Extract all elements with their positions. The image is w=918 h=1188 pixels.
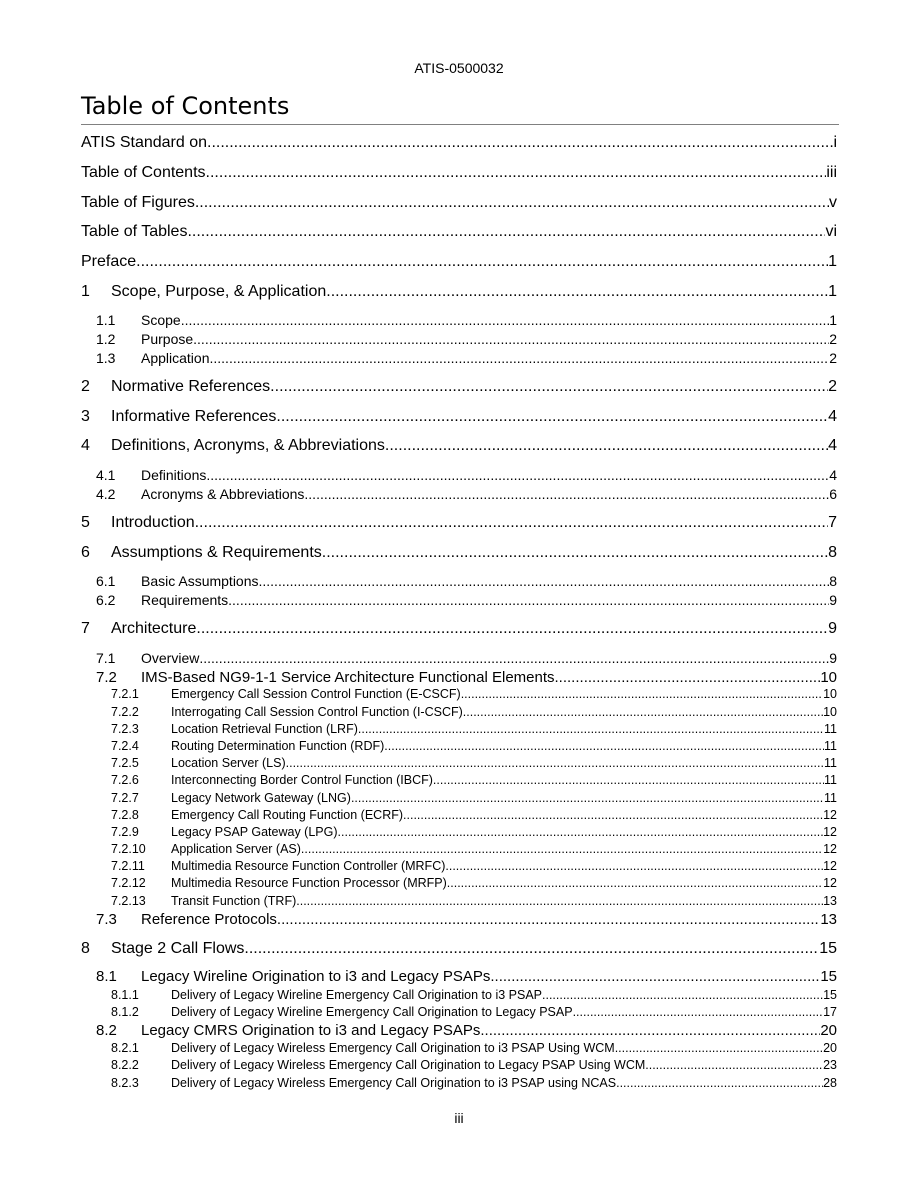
toc-dot-leader (645, 1058, 823, 1072)
toc-dot-leader (616, 1076, 823, 1090)
toc-dot-leader (385, 437, 828, 455)
toc-entry-number: 7.2.2 (111, 705, 139, 719)
toc-entry-page: 10 (823, 705, 837, 719)
toc-entry-page: 12 (823, 842, 837, 856)
toc-entry-title: Delivery of Legacy Wireless Emergency Call Origination to i3 PSAP using NCAS (171, 1076, 617, 1090)
toc-entry-number: 7.2.3 (111, 722, 139, 736)
toc-entry-number: 6.1 (96, 573, 116, 589)
toc-dot-leader (296, 894, 823, 908)
toc-entry-title: ATIS Standard on (81, 134, 207, 151)
toc-entry[interactable] (96, 968, 837, 985)
toc-entry[interactable] (111, 1058, 837, 1072)
toc-dot-leader (542, 988, 823, 1002)
toc-entry[interactable] (96, 573, 837, 589)
toc-dot-leader (259, 573, 830, 589)
toc-entry[interactable] (81, 940, 837, 958)
toc-entry[interactable] (111, 1041, 837, 1055)
toc-dot-leader (555, 669, 821, 686)
toc-entry-page: 12 (823, 859, 837, 873)
toc-entry-number: 7.2 (96, 669, 117, 686)
toc-entry-page: 12 (823, 825, 837, 839)
toc-entry-number: 5 (81, 514, 90, 531)
toc-entry-page: 9 (829, 650, 837, 666)
toc-dot-leader (358, 722, 824, 736)
toc-entry-page: 1 (829, 312, 837, 328)
toc-entry-number: 8.2.1 (111, 1041, 139, 1055)
toc-entry-number: 7.2.4 (111, 739, 139, 753)
toc-dot-leader (207, 134, 833, 152)
toc-entry-number: 7.2.6 (111, 773, 139, 787)
toc-entry-page: 1 (828, 253, 837, 270)
toc-entry-number: 4.1 (96, 467, 116, 483)
toc-entry-title: Scope (141, 312, 181, 328)
toc-dot-leader (326, 283, 828, 301)
toc-entry-title: Application (141, 350, 210, 366)
toc-entry-title: Scope, Purpose, & Application (111, 283, 327, 300)
toc-entry-title: Acronyms & Abbreviations (141, 486, 305, 502)
toc-entry-page: 15 (823, 988, 837, 1002)
toc-dot-leader (351, 791, 824, 805)
toc-entry-title: Assumptions & Requirements (111, 544, 322, 561)
toc-entry-page: 4 (829, 467, 837, 483)
toc-entry-title: Legacy PSAP Gateway (LPG) (171, 825, 338, 839)
toc-entry-number: 7.2.8 (111, 808, 139, 822)
toc-dot-leader (196, 620, 828, 638)
toc-entry-title: Delivery of Legacy Wireless Emergency Call Origination to Legacy PSAP Using WCM (171, 1058, 646, 1072)
toc-dot-leader (490, 968, 820, 985)
page-number-footer: iii (454, 1110, 464, 1126)
toc-entry[interactable] (111, 739, 837, 753)
toc-heading: Table of Contents (81, 92, 290, 120)
toc-entry[interactable] (111, 687, 837, 701)
toc-entry-title: Delivery of Legacy Wireline Emergency Call Origination to i3 PSAP (171, 988, 542, 1002)
toc-entry-page: 20 (820, 1022, 837, 1039)
toc-entry-page: 15 (820, 968, 837, 985)
toc-entry[interactable] (96, 486, 837, 502)
toc-entry-number: 8.1 (96, 968, 117, 985)
toc-entry-page: 11 (824, 791, 837, 805)
toc-dot-leader (463, 705, 823, 719)
toc-entry-number: 7.2.9 (111, 825, 139, 839)
toc-entry-page: 4 (828, 437, 837, 454)
toc-dot-leader (403, 808, 823, 822)
toc-dot-leader (199, 650, 829, 666)
toc-entry-title: Preface (81, 253, 137, 270)
toc-dot-leader (195, 194, 829, 212)
toc-entry[interactable] (81, 437, 837, 455)
toc-entry[interactable] (81, 164, 837, 182)
toc-dot-leader (187, 223, 825, 241)
toc-entry[interactable] (96, 350, 837, 366)
toc-entry-title: Stage 2 Call Flows (111, 940, 245, 957)
toc-entry-page: 13 (820, 911, 837, 928)
toc-entry-page: 13 (823, 894, 837, 908)
toc-dot-leader (338, 825, 824, 839)
toc-entry-title: Definitions (141, 467, 207, 483)
toc-entry-page: 12 (823, 808, 837, 822)
toc-entry-number: 7.1 (96, 650, 116, 666)
toc-dot-leader (480, 1022, 820, 1039)
toc-dot-leader (445, 859, 823, 873)
toc-dot-leader (277, 911, 820, 928)
toc-entry[interactable] (96, 331, 837, 347)
toc-entry[interactable] (81, 378, 837, 396)
toc-entry-page: 2 (829, 350, 837, 366)
toc-dot-leader (181, 312, 830, 328)
toc-entry-title: Legacy CMRS Origination to i3 and Legacy PSAPs (141, 1022, 481, 1039)
toc-entry-page: 7 (828, 514, 837, 531)
toc-entry-page: 28 (823, 1076, 837, 1090)
toc-entry-page: 10 (820, 669, 837, 686)
toc-entry-title: Interrogating Call Session Control Function (I-CSCF) (171, 705, 463, 719)
toc-entry-page: v (829, 194, 837, 211)
toc-dot-leader (228, 592, 829, 608)
toc-entry-page: 4 (828, 408, 837, 425)
toc-entry-page: 11 (824, 756, 837, 770)
toc-entry-number: 8.1.2 (111, 1005, 139, 1019)
toc-entry-number: 8.2 (96, 1022, 117, 1039)
toc-dot-leader (136, 253, 828, 271)
toc-entry[interactable] (81, 134, 837, 152)
toc-entry-title: Emergency Call Routing Function (ECRF) (171, 808, 404, 822)
toc-entry-number: 1.1 (96, 312, 116, 328)
toc-entry[interactable] (81, 253, 837, 271)
toc-dot-leader (322, 544, 828, 562)
toc-entry-number: 7.2.7 (111, 791, 139, 805)
toc-entry-page: 15 (819, 940, 837, 957)
toc-entry-number: 8.2.2 (111, 1058, 139, 1072)
toc-dot-leader (461, 687, 823, 701)
toc-entry-number: 8 (81, 940, 90, 957)
toc-entry[interactable] (96, 592, 837, 608)
toc-entry-page: 11 (824, 722, 837, 736)
toc-entry-number: 3 (81, 408, 90, 425)
toc-entry-title: Interconnecting Border Control Function (IBCF) (171, 773, 433, 787)
toc-entry-title: Location Server (LS) (171, 756, 286, 770)
toc-entry-title: Normative References (111, 378, 271, 395)
toc-entry-page: 23 (823, 1058, 837, 1072)
toc-dot-leader (193, 331, 829, 347)
toc-entry-number: 6.2 (96, 592, 116, 608)
toc-entry-title: Multimedia Resource Function Processor (MRFP) (171, 876, 447, 890)
toc-entry-number: 4.2 (96, 486, 116, 502)
toc-entry[interactable] (81, 223, 837, 241)
toc-entry-number: 1.2 (96, 331, 116, 347)
toc-entry[interactable] (111, 1076, 837, 1090)
toc-entry[interactable] (111, 894, 837, 908)
toc-entry-page: 8 (828, 544, 837, 561)
toc-entry[interactable] (111, 808, 837, 822)
toc-dot-leader (384, 739, 824, 753)
toc-entry[interactable] (111, 756, 837, 770)
toc-entry-page: 2 (828, 378, 837, 395)
toc-entry-number: 2 (81, 378, 90, 395)
toc-entry-title: Overview (141, 650, 200, 666)
toc-entry-title: Table of Tables (81, 223, 188, 240)
toc-entry-title: Requirements (141, 592, 229, 608)
toc-entry-title: Delivery of Legacy Wireless Emergency Call Origination to i3 PSAP Using WCM (171, 1041, 615, 1055)
toc-entry-number: 1 (81, 283, 90, 300)
toc-entry-number: 7.2.11 (111, 859, 145, 873)
toc-entry-title: Emergency Call Session Control Function (E-CSCF) (171, 687, 461, 701)
toc-entry-title: Location Retrieval Function (LRF) (171, 722, 358, 736)
toc-entry-page: 6 (829, 486, 837, 502)
toc-entry[interactable] (96, 650, 837, 666)
toc-entry[interactable] (111, 842, 837, 856)
toc-entry-page: 11 (824, 739, 837, 753)
document-id-header: ATIS-0500032 (414, 60, 504, 76)
toc-entry-title: Legacy Wireline Origination to i3 and Legacy PSAPs (141, 968, 491, 985)
toc-dot-leader (286, 756, 824, 770)
toc-entry-number: 7.2.5 (111, 756, 139, 770)
toc-dot-leader (447, 876, 823, 890)
toc-entry[interactable] (81, 283, 837, 301)
toc-dot-leader (195, 514, 828, 532)
toc-entry-page: 2 (829, 331, 837, 347)
toc-entry[interactable] (96, 1022, 837, 1039)
toc-entry-page: 9 (829, 592, 837, 608)
toc-entry-number: 7.2.10 (111, 842, 146, 856)
toc-entry-page: 12 (823, 876, 837, 890)
toc-entry-page: 11 (824, 773, 837, 787)
toc-entry-page: 17 (823, 1005, 837, 1019)
toc-entry[interactable] (111, 1005, 837, 1019)
toc-entry-page: 8 (829, 573, 837, 589)
toc-entry-number: 7.2.12 (111, 876, 146, 890)
toc-entry[interactable] (81, 514, 837, 532)
toc-entry-number: 7.2.1 (111, 687, 139, 701)
toc-entry-title: IMS-Based NG9-1-1 Service Architecture Functional Elements (141, 669, 555, 686)
toc-entry[interactable] (111, 876, 837, 890)
toc-entry-page: 20 (823, 1041, 837, 1055)
toc-entry-title: Introduction (111, 514, 195, 531)
toc-entry-title: Multimedia Resource Function Controller (MRFC) (171, 859, 446, 873)
toc-entry[interactable] (111, 791, 837, 805)
toc-dot-leader (276, 408, 828, 426)
toc-entry-number: 7.2.13 (111, 894, 146, 908)
toc-dot-leader (270, 378, 828, 396)
toc-entry-title: Architecture (111, 620, 197, 637)
toc-entry-title: Delivery of Legacy Wireline Emergency Call Origination to Legacy PSAP (171, 1005, 573, 1019)
toc-entry-page: i (833, 134, 837, 151)
toc-entry-title: Transit Function (TRF) (171, 894, 297, 908)
toc-entry-title: Reference Protocols (141, 911, 277, 928)
toc-entry[interactable] (81, 408, 837, 426)
toc-entry[interactable] (111, 773, 837, 787)
toc-entry-number: 7 (81, 620, 90, 637)
toc-dot-leader (206, 467, 829, 483)
toc-entry-title: Basic Assumptions (141, 573, 259, 589)
toc-dot-leader (615, 1041, 823, 1055)
toc-entry[interactable] (81, 194, 837, 212)
toc-entry-number: 7.3 (96, 911, 117, 928)
toc-dot-leader (244, 940, 819, 958)
toc-entry[interactable] (96, 467, 837, 483)
toc-entry[interactable] (81, 620, 837, 638)
toc-entry[interactable] (111, 988, 837, 1002)
toc-entry-page: 1 (828, 283, 837, 300)
toc-entry[interactable] (111, 705, 837, 719)
toc-dot-leader (573, 1005, 824, 1019)
toc-entry-number: 1.3 (96, 350, 116, 366)
toc-entry-number: 8.2.3 (111, 1076, 139, 1090)
toc-entry[interactable] (96, 312, 837, 328)
toc-entry-title: Routing Determination Function (RDF) (171, 739, 385, 753)
toc-entry-title: Legacy Network Gateway (LNG) (171, 791, 351, 805)
toc-entry-page: vi (825, 223, 837, 240)
toc-entry-title: Informative References (111, 408, 277, 425)
toc-entry-title: Definitions, Acronyms, & Abbreviations (111, 437, 385, 454)
toc-dot-leader (210, 350, 830, 366)
toc-entry-number: 8.1.1 (111, 988, 139, 1002)
toc-entry-number: 6 (81, 544, 90, 561)
toc-entry-page: 10 (823, 687, 837, 701)
toc-entry[interactable] (96, 669, 837, 686)
toc-entry-page: iii (826, 164, 837, 181)
toc-entry-title: Table of Figures (81, 194, 195, 211)
toc-entry-title: Purpose (141, 331, 194, 347)
toc-entry-title: Application Server (AS) (171, 842, 301, 856)
toc-entry[interactable] (96, 911, 837, 928)
toc-entry[interactable] (81, 544, 837, 562)
toc-entry[interactable] (111, 859, 837, 873)
toc-entry-number: 4 (81, 437, 90, 454)
toc-entry-title: Table of Contents (81, 164, 206, 181)
toc-entry-page: 9 (828, 620, 837, 637)
toc-entry[interactable] (111, 722, 837, 736)
toc-dot-leader (301, 842, 823, 856)
toc-dot-leader (304, 486, 829, 502)
toc-entry[interactable] (111, 825, 837, 839)
toc-dot-leader (206, 164, 827, 182)
toc-dot-leader (433, 773, 824, 787)
